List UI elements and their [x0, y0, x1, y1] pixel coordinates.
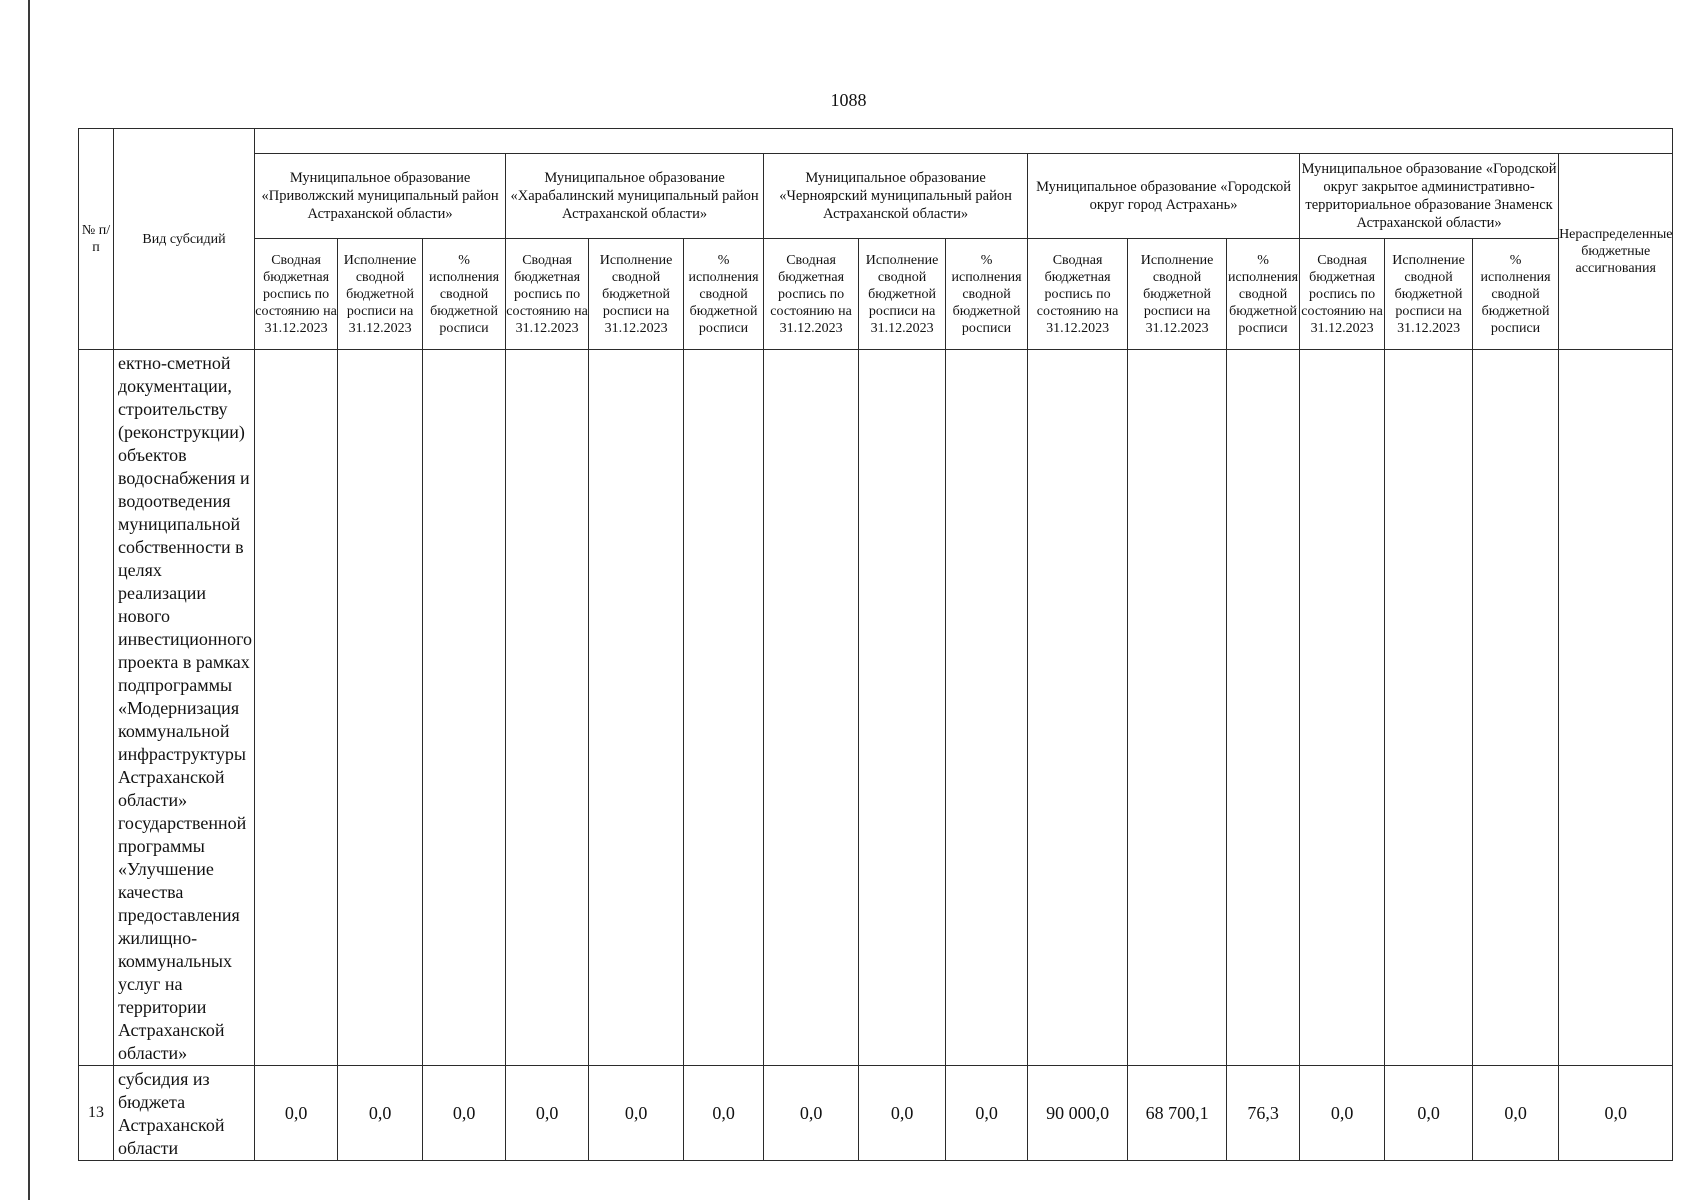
- value-cell: 0,0: [946, 1066, 1028, 1161]
- header-sub-pct: % исполнения сводной бюджетной росписи: [684, 239, 764, 350]
- subsidy-table: [78, 128, 1673, 1161]
- continuation-text: ектно-сметной документации, строительству (реконструкции) объектов водоснабжения и водоотведения муниципальной собственности в целях реализации нового инвестиционного проекта в рамках подпрограммы «Модернизация коммунальной инфраструктуры Астраханской области» государственной программы «Улучшение качества предоставления жилищно-коммунальных услуг на территории Астраханской области»: [114, 350, 255, 1066]
- header-group-kharabalinsky: Муниципальное образование «Харабалинский муниципальный район Астраханской области»: [506, 154, 764, 239]
- value-cell: 0,0: [1559, 1066, 1673, 1161]
- value-cell: 76,3: [1227, 1066, 1300, 1161]
- empty-cell: [589, 350, 684, 1066]
- header-group-chernoyarsky: Муниципальное образование «Черноярский муниципальный район Астраханской области»: [764, 154, 1028, 239]
- header-group-znamensk: Муниципальное образование «Городской округ закрытое административно-территориальное образование Знаменск Астраханской области»: [1300, 154, 1559, 239]
- empty-cell: [1227, 350, 1300, 1066]
- header-sub-exec: Исполнение сводной бюджетной росписи на 31.12.2023: [859, 239, 946, 350]
- value-cell: 0,0: [423, 1066, 506, 1161]
- value-cell: 0,0: [506, 1066, 589, 1161]
- header-unallocated: Нераспределенные бюджетные ассигнования: [1559, 154, 1673, 350]
- header-sub-exec: Исполнение сводной бюджетной росписи на 31.12.2023: [1385, 239, 1473, 350]
- header-sub-plan: Сводная бюджетная роспись по состоянию на 31.12.2023: [506, 239, 589, 350]
- value-cell: 0,0: [1473, 1066, 1559, 1161]
- header-sub-exec: Исполнение сводной бюджетной росписи на 31.12.2023: [1128, 239, 1227, 350]
- header-sub-exec: Исполнение сводной бюджетной росписи на 31.12.2023: [589, 239, 684, 350]
- header-sub-plan: Сводная бюджетная роспись по состоянию на 31.12.2023: [764, 239, 859, 350]
- continuation-row: [79, 350, 1673, 1066]
- table-row: [79, 1066, 1673, 1161]
- header-sub-pct: % исполнения сводной бюджетной росписи: [946, 239, 1028, 350]
- header-sub-exec: Исполнение сводной бюджетной росписи на 31.12.2023: [338, 239, 423, 350]
- empty-cell: [1385, 350, 1473, 1066]
- header-sub-pct: % исполнения сводной бюджетной росписи: [1473, 239, 1559, 350]
- header-sub-plan: Сводная бюджетная роспись по состоянию на 31.12.2023: [255, 239, 338, 350]
- value-cell: 0,0: [1300, 1066, 1385, 1161]
- empty-cell: [859, 350, 946, 1066]
- empty-cell: [506, 350, 589, 1066]
- empty-cell: [1128, 350, 1227, 1066]
- header-group-privolzhsky: Муниципальное образование «Приволжский муниципальный район Астраханской области»: [255, 154, 506, 239]
- header-row-groups: [79, 154, 1673, 239]
- empty-cell: [684, 350, 764, 1066]
- value-cell: 0,0: [859, 1066, 946, 1161]
- header-sub-plan: Сводная бюджетная роспись по состоянию на 31.12.2023: [1300, 239, 1385, 350]
- header-sub-pct: % исполнения сводной бюджетной росписи: [423, 239, 506, 350]
- value-cell: 0,0: [255, 1066, 338, 1161]
- empty-cell: [423, 350, 506, 1066]
- empty-cell: [338, 350, 423, 1066]
- header-group-astrakhan: Муниципальное образование «Городской округ город Астрахань»: [1028, 154, 1300, 239]
- empty-cell: [764, 350, 859, 1066]
- value-cell: 0,0: [589, 1066, 684, 1161]
- header-sub-pct: % исполнения сводной бюджетной росписи: [1227, 239, 1300, 350]
- empty-cell: [1028, 350, 1128, 1066]
- empty-cell: [946, 350, 1028, 1066]
- header-type: Вид субсидий: [114, 129, 255, 350]
- binding-line: [28, 0, 30, 1200]
- value-cell: 68 700,1: [1128, 1066, 1227, 1161]
- header-blank: [255, 129, 1673, 154]
- empty-cell: [1473, 350, 1559, 1066]
- value-cell: 0,0: [764, 1066, 859, 1161]
- header-sub-plan: Сводная бюджетная роспись по состоянию на 31.12.2023: [1028, 239, 1128, 350]
- value-cell: 0,0: [1385, 1066, 1473, 1161]
- page-number: 1088: [830, 90, 867, 110]
- header-row-sub: [79, 239, 1673, 350]
- value-cell: 0,0: [684, 1066, 764, 1161]
- value-cell: 0,0: [338, 1066, 423, 1161]
- header-row-top: [79, 129, 1673, 154]
- continuation-num: [79, 350, 114, 1066]
- value-cell: 90 000,0: [1028, 1066, 1128, 1161]
- empty-cell: [1300, 350, 1385, 1066]
- empty-cell: [1559, 350, 1673, 1066]
- empty-cell: [255, 350, 338, 1066]
- header-num: № п/п: [79, 129, 114, 350]
- row-number: 13: [79, 1066, 114, 1161]
- row-type: субсидия из бюджета Астраханской области: [114, 1066, 255, 1161]
